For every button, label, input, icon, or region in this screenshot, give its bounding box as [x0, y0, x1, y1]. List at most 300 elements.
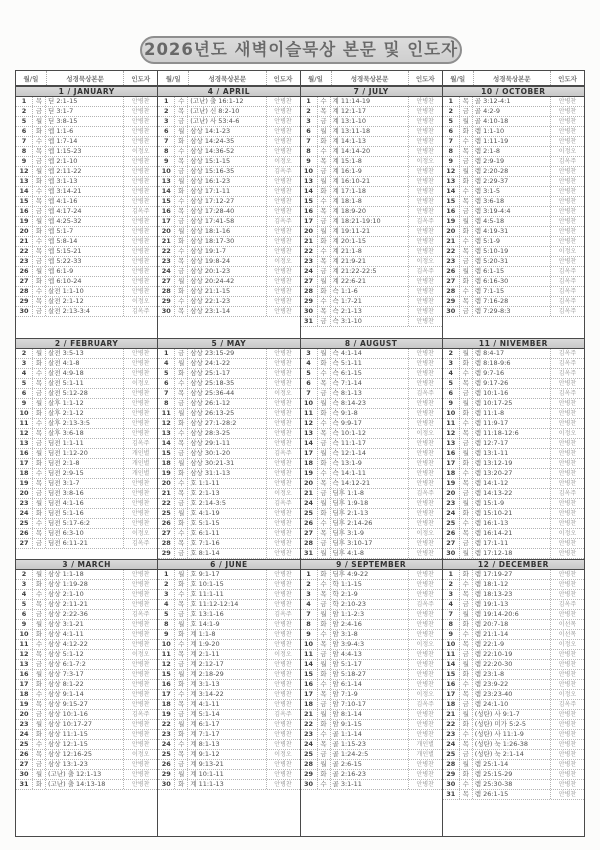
passage-cell: 호 11:12-12:14 [188, 600, 266, 609]
leader-cell: 안병찬 [274, 771, 292, 778]
passage-cell: 렘 5:20-31 [473, 257, 551, 266]
month-header: 1 / JANUARY [16, 86, 157, 97]
schedule-row [443, 107, 584, 117]
passage-cell: 삼상 16:1-23 [188, 177, 266, 186]
schedule-row [301, 399, 442, 409]
passage-cell: 계 18:21-19:10 [331, 217, 409, 226]
weekday-cell: 금 [317, 217, 331, 226]
weekday-cell: 월 [459, 760, 473, 769]
leader-cell: 안병찬 [558, 741, 577, 748]
weekday-cell: 목 [174, 389, 188, 398]
day-cell: 30 [161, 780, 171, 788]
day-cell: 20 [446, 489, 456, 497]
leader-cell: 안병찬 [558, 751, 577, 758]
day-cell: 30 [303, 307, 314, 315]
passage-cell: 삼상 12:16-25 [46, 750, 124, 759]
schedule-row [158, 379, 299, 389]
weekday-cell: 금 [32, 489, 46, 498]
day-cell: 2 [163, 107, 169, 115]
day-cell: 20 [303, 479, 314, 487]
leader-cell: 안병찬 [416, 621, 434, 628]
day-cell: 24 [19, 730, 29, 738]
leader-cell: 안병찬 [132, 350, 150, 357]
weekday-cell: 목 [317, 257, 331, 266]
weekday-cell: 금 [459, 307, 473, 316]
day-cell: 30 [446, 549, 456, 557]
leader-cell: 안병찬 [132, 128, 150, 135]
passage-cell: 암 1:1-2:3 [331, 610, 409, 619]
day-cell: 2 [21, 349, 27, 357]
schedule-row [16, 297, 157, 307]
weekday-cell: 금 [32, 257, 46, 266]
leader-cell: 안병찬 [416, 128, 434, 135]
passage-cell: 딤후 2:1-13 [331, 509, 409, 518]
leader-cell: 안병찬 [274, 761, 292, 768]
leader-cell: 김옥주 [132, 308, 150, 315]
leader-cell: 이정오 [274, 158, 292, 165]
passage-cell: 렘 4:19-31 [473, 227, 551, 236]
passage-cell: 암 7:1-9 [331, 690, 409, 699]
weekday-cell: 금 [317, 650, 331, 659]
leader-cell: 안병찬 [558, 591, 577, 598]
schedule-row [301, 167, 442, 177]
passage-cell: 렘 24:1-10 [473, 700, 551, 709]
passage-cell: 살전 3:5-13 [46, 349, 124, 358]
day-cell: 9 [163, 630, 169, 638]
day-cell: 22 [446, 247, 456, 255]
passage-cell: 계 20:1-15 [331, 237, 409, 246]
schedule-row [16, 449, 157, 459]
passage-cell: 삼상 10:1-16 [46, 710, 124, 719]
weekday-cell: 금 [32, 660, 46, 669]
schedule-row [16, 529, 157, 539]
weekday-cell: 금 [459, 489, 473, 498]
schedule-row [158, 237, 299, 247]
passage-cell: 딤전 3:1-7 [46, 479, 124, 488]
weekday-cell: 수 [317, 147, 331, 156]
passage-cell: 계 2:1-11 [188, 650, 266, 659]
leader-cell: 안병찬 [132, 761, 150, 768]
weekday-cell: 화 [459, 620, 473, 629]
passage-cell: 살전 1:1-10 [46, 287, 124, 296]
passage-cell: 계 9:13-21 [188, 760, 266, 769]
passage-cell: 삼상 9:1-14 [46, 690, 124, 699]
leader-cell: 안병찬 [558, 258, 577, 265]
leader-cell: 안병찬 [132, 490, 150, 497]
passage-cell: 렘 19:1-13 [473, 600, 551, 609]
passage-cell: 계 21:9-21 [331, 257, 409, 266]
day-cell: 23 [446, 499, 456, 507]
passage-cell: 렘 22:1-9 [473, 640, 551, 649]
schedule-row [16, 780, 157, 790]
leader-cell: 안병찬 [416, 350, 434, 357]
schedule-row [158, 489, 299, 499]
weekday-cell: 화 [32, 127, 46, 136]
leader-cell: 김옥주 [558, 390, 577, 397]
schedule-row [16, 217, 157, 227]
day-cell: 10 [19, 630, 29, 638]
leader-cell: 김옥주 [132, 440, 150, 447]
schedule-row [158, 459, 299, 469]
weekday-cell: 수 [174, 479, 188, 488]
month-section [301, 86, 442, 338]
schedule-row [301, 620, 442, 630]
day-cell: 19 [161, 710, 171, 718]
day-cell: 4 [306, 600, 311, 608]
day-cell: 2 [448, 580, 454, 588]
passage-cell: 호 1:1-11 [188, 479, 266, 488]
schedule-row [443, 197, 584, 207]
passage-cell: 살전 5:1-11 [46, 379, 124, 388]
passage-cell: 렘 23:1-8 [473, 670, 551, 679]
leader-cell: 안병찬 [558, 198, 577, 205]
passage-cell: 렘 7:1-15 [473, 287, 551, 296]
day-cell: 21 [161, 489, 171, 497]
leader-cell: 안병찬 [274, 520, 292, 527]
schedule-row [443, 660, 584, 670]
leader-cell: 김옥주 [558, 268, 577, 275]
schedule-row [443, 570, 584, 580]
month-header: 5 / MAY [158, 338, 299, 349]
day-cell: 26 [19, 267, 29, 275]
day-cell: 23 [161, 730, 171, 738]
leader-cell: 안병찬 [558, 108, 577, 115]
schedule-row [16, 499, 157, 509]
weekday-cell: 목 [459, 529, 473, 538]
weekday-cell: 수 [32, 237, 46, 246]
weekday-cell: 화 [317, 287, 331, 296]
leader-cell: 안병찬 [132, 158, 150, 165]
schedule-row [158, 710, 299, 720]
schedule-row [158, 660, 299, 670]
leader-cell: 안병찬 [132, 631, 150, 638]
schedule-row [443, 720, 584, 730]
page-title: 2026년도 새벽이슬묵상 본문 및 인도자 [140, 36, 462, 64]
schedule-row [158, 700, 299, 710]
passage-cell: 학 2:1-9 [331, 590, 409, 599]
schedule-row [301, 640, 442, 650]
weekday-cell: 목 [459, 590, 473, 599]
passage-cell: 골 2:6-15 [331, 760, 409, 769]
weekday-cell: 월 [174, 277, 188, 286]
schedule-row [16, 610, 157, 620]
day-cell: 28 [303, 760, 314, 768]
weekday-cell: 수 [32, 740, 46, 749]
day-cell: 3 [448, 359, 454, 367]
weekday-cell: 목 [317, 429, 331, 438]
leader-cell: 안병찬 [132, 731, 150, 738]
schedule-row [443, 97, 584, 107]
schedule-row [443, 227, 584, 237]
day-cell: 17 [19, 680, 29, 688]
weekday-cell: 월 [317, 277, 331, 286]
leader-cell: 안병찬 [132, 701, 150, 708]
day-cell: 14 [446, 660, 456, 668]
weekday-cell: 목 [317, 307, 331, 316]
passage-cell: 호 6:1-11 [188, 529, 266, 538]
weekday-cell: 목 [459, 147, 473, 156]
schedule-row [443, 690, 584, 700]
leader-cell: 김옥주 [132, 540, 150, 547]
weekday-cell: 화 [32, 409, 46, 418]
day-cell: 12 [303, 419, 314, 427]
day-cell: 14 [303, 439, 314, 447]
weekday-cell: 화 [459, 127, 473, 136]
weekday-cell: 화 [174, 187, 188, 196]
weekday-cell: 수 [317, 247, 331, 256]
schedule-row [443, 349, 584, 359]
schedule-row [301, 227, 442, 237]
passage-cell: 계 22:6-21 [331, 277, 409, 286]
schedule-row [16, 277, 157, 287]
passage-cell: 살후 2:1-12 [46, 409, 124, 418]
leader-cell: 안병찬 [274, 691, 292, 698]
schedule-row [443, 509, 584, 519]
schedule-row [16, 760, 157, 770]
weekday-cell: 금 [317, 750, 331, 759]
schedule-row [158, 399, 299, 409]
day-cell: 14 [303, 660, 314, 668]
passage-cell: 딤전 5:1-16 [46, 509, 124, 518]
schedule-row [16, 720, 157, 730]
month-column [301, 70, 443, 837]
schedule-row [16, 127, 157, 137]
schedule-row [301, 780, 442, 790]
schedule-row [158, 287, 299, 297]
schedule-row [443, 630, 584, 640]
schedule-row [301, 600, 442, 610]
leader-cell: 안병찬 [416, 370, 434, 377]
leader-cell: 안병찬 [274, 400, 292, 407]
weekday-cell: 금 [174, 399, 188, 408]
passage-cell: 렘 13:12-19 [473, 459, 551, 468]
day-cell: 1 [163, 570, 169, 578]
day-cell: 5 [306, 369, 311, 377]
schedule-row [16, 650, 157, 660]
day-cell: 17 [161, 217, 171, 225]
passage-cell: 삼상 10:17-27 [46, 720, 124, 729]
passage-cell: 삼상 4:1-11 [46, 630, 124, 639]
leader-cell: 안병찬 [274, 98, 292, 105]
passage-cell: 딤후 1:1-8 [331, 489, 409, 498]
passage-cell: 계 18:9-20 [331, 207, 409, 216]
day-cell: 3 [21, 359, 27, 367]
weekday-cell: 금 [174, 610, 188, 619]
weekday-cell: 금 [32, 207, 46, 216]
leader-cell: 안병찬 [558, 98, 577, 105]
schedule-row [16, 147, 157, 157]
leader-cell: 이정오 [274, 390, 292, 397]
passage-cell: 슥 11:1-17 [331, 439, 409, 448]
leader-cell: 안병찬 [132, 118, 150, 125]
schedule-row [301, 197, 442, 207]
weekday-cell: 목 [32, 479, 46, 488]
schedule-row [158, 770, 299, 780]
day-cell: 7 [306, 610, 311, 618]
schedule-row [158, 177, 299, 187]
leader-cell: 안병찬 [274, 308, 292, 315]
day-cell: 6 [163, 379, 169, 387]
schedule-row [301, 519, 442, 529]
schedule-row [301, 690, 442, 700]
schedule-row [301, 147, 442, 157]
weekday-cell: 월 [317, 399, 331, 408]
weekday-cell: 수 [317, 197, 331, 206]
passage-cell: 삼상 22:1-23 [188, 297, 266, 306]
day-cell: 10 [303, 399, 314, 407]
day-cell: 8 [306, 147, 311, 155]
day-cell: 15 [303, 670, 314, 678]
leader-cell: 안병찬 [416, 410, 434, 417]
leader-cell: 안병찬 [558, 581, 577, 588]
weekday-cell: 월 [174, 670, 188, 679]
leader-cell: 안병찬 [132, 198, 150, 205]
weekday-cell: 금 [459, 750, 473, 759]
leader-cell: 안병찬 [274, 350, 292, 357]
day-cell: 9 [448, 630, 454, 638]
day-cell: 17 [446, 690, 456, 698]
day-cell: 14 [19, 187, 29, 195]
weekday-cell: 화 [317, 670, 331, 679]
schedule-row [301, 670, 442, 680]
weekday-cell: 목 [174, 439, 188, 448]
day-cell: 13 [446, 177, 456, 185]
leader-cell: 안병찬 [274, 601, 292, 608]
schedule-row [443, 207, 584, 217]
day-cell: 13 [303, 429, 314, 437]
weekday-cell: 금 [32, 539, 46, 548]
schedule-row [158, 267, 299, 277]
passage-cell: 살전 5:12-28 [46, 389, 124, 398]
passage-cell: 렘 2:1-8 [473, 147, 551, 156]
day-cell: 25 [19, 519, 29, 527]
weekday-cell: 금 [459, 257, 473, 266]
weekday-cell: 월 [32, 117, 46, 126]
weekday-cell: 수 [317, 519, 331, 528]
schedule-row [301, 650, 442, 660]
passage-cell: 렘 8:18-9:6 [473, 359, 551, 368]
schedule-row [301, 580, 442, 590]
day-cell: 7 [306, 389, 311, 397]
schedule-row [443, 780, 584, 790]
leader-cell: 안병찬 [416, 198, 434, 205]
day-cell: 18 [161, 459, 171, 467]
leader-cell: 안병찬 [416, 771, 434, 778]
leader-cell: 안병찬 [274, 721, 292, 728]
weekday-cell: 화 [32, 680, 46, 689]
day-cell: 11 [161, 650, 171, 658]
day-cell: 23 [303, 730, 314, 738]
day-cell: 2 [448, 107, 454, 115]
day-cell: 28 [446, 760, 456, 768]
passage-cell: 삼상 18:1-16 [188, 227, 266, 236]
leader-cell: 이정오 [132, 380, 150, 387]
leader-cell: 안병찬 [274, 278, 292, 285]
day-cell: 12 [161, 660, 171, 668]
day-cell: 26 [446, 529, 456, 537]
day-cell: 7 [448, 610, 454, 618]
weekday-cell: 월 [32, 620, 46, 629]
schedule-row [16, 690, 157, 700]
day-cell: 27 [303, 529, 314, 537]
schedule-row [16, 489, 157, 499]
day-cell: 28 [19, 287, 29, 295]
passage-cell: 엡 3:1-13 [46, 177, 124, 186]
passage-cell: 딤전 6:3-10 [46, 529, 124, 538]
leader-cell: 안병찬 [558, 168, 577, 175]
passage-cell: 렘 18:1-12 [473, 580, 551, 589]
weekday-cell: 금 [459, 157, 473, 166]
schedule-row [301, 630, 442, 640]
passage-cell: 암 5:1-17 [331, 660, 409, 669]
weekday-cell: 목 [317, 207, 331, 216]
leader-cell: 안병찬 [558, 218, 577, 225]
leader-cell: 안병찬 [132, 571, 150, 578]
weekday-cell: 목 [32, 147, 46, 156]
schedule-row [443, 620, 584, 630]
schedule-row [301, 710, 442, 720]
passage-cell: 딤전 2:9-15 [46, 469, 124, 478]
schedule-row [158, 730, 299, 740]
weekday-cell: 화 [459, 177, 473, 186]
day-cell: 8 [448, 147, 454, 155]
day-cell: 16 [19, 207, 29, 215]
month-header: 6 / JUNE [158, 559, 299, 570]
leader-cell: 안병찬 [274, 138, 292, 145]
day-cell: 6 [306, 127, 311, 135]
schedule-row [443, 650, 584, 660]
passage-cell: 삼상 25:18-35 [188, 379, 266, 388]
day-cell: 6 [448, 389, 454, 397]
schedule-row [301, 539, 442, 549]
schedule-row [443, 459, 584, 469]
passage-cell: 삼상 13:1-23 [46, 760, 124, 769]
weekday-cell: 목 [174, 700, 188, 709]
leader-cell: 안병찬 [274, 540, 292, 547]
passage-cell: 슥 14:12-21 [331, 479, 409, 488]
schedule-row [158, 227, 299, 237]
leader-cell: 안병찬 [416, 550, 434, 557]
leader-cell: 안병찬 [416, 571, 434, 578]
leader-cell: 안병찬 [274, 701, 292, 708]
weekday-cell: 화 [174, 519, 188, 528]
schedule-row [301, 127, 442, 137]
passage-cell: 딤후 3:1-9 [331, 529, 409, 538]
passage-cell: 삼상 1:19-28 [46, 580, 124, 589]
schedule-row [443, 590, 584, 600]
leader-cell: 안병찬 [132, 520, 150, 527]
passage-cell: 삼상 29:1-11 [188, 439, 266, 448]
leader-cell: 이정오 [274, 651, 292, 658]
day-cell: 4 [21, 590, 27, 598]
day-cell: 26 [161, 519, 171, 527]
leader-cell: 안병찬 [416, 450, 434, 457]
schedule-row [301, 529, 442, 539]
schedule-row [158, 539, 299, 549]
weekday-cell: 금 [174, 710, 188, 719]
leader-cell: 안병찬 [558, 118, 577, 125]
leader-cell: 안병찬 [274, 410, 292, 417]
weekday-cell: 금 [459, 650, 473, 659]
weekday-cell: 수 [174, 640, 188, 649]
weekday-cell: 수 [174, 740, 188, 749]
field-header-passage: 성경묵상본문 [46, 71, 124, 85]
leader-cell: 안병찬 [416, 510, 434, 517]
weekday-cell: 수 [459, 680, 473, 689]
schedule-row [16, 177, 157, 187]
passage-cell: 렘 11:1-8 [473, 409, 551, 418]
schedule-row [443, 257, 584, 267]
